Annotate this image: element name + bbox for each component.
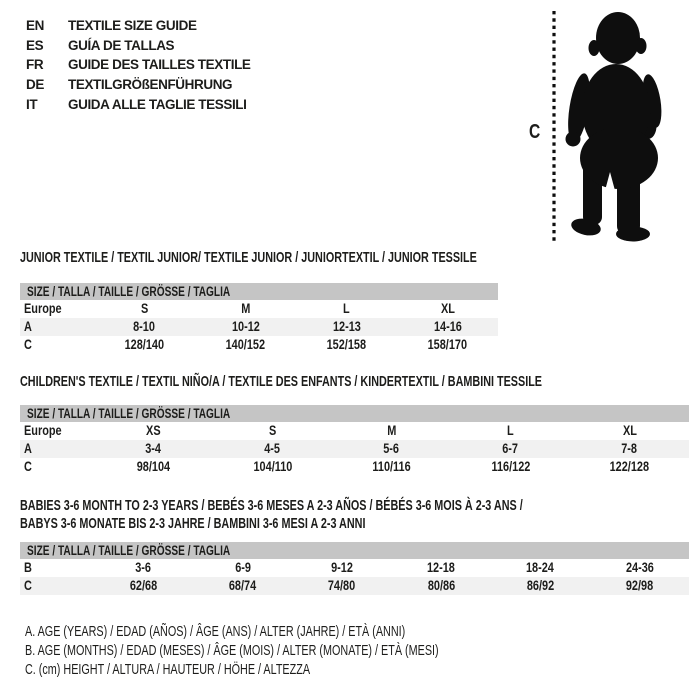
size-value-cell [94, 458, 213, 476]
size-value: L [343, 300, 350, 316]
size-header-label: SIZE / TALLA / TAILLE / GRÖSSE / TAGLIA [27, 543, 231, 558]
language-code: FR [26, 57, 44, 73]
size-value: 86/92 [526, 577, 554, 593]
language-title: GUIDE DES TAILLES TEXTILE [68, 57, 251, 73]
row-label-cell [20, 577, 94, 595]
row-label-text: C [24, 336, 32, 352]
size-value: 3-6 [135, 559, 152, 575]
size-value: 92/98 [625, 577, 654, 593]
size-value-cell [570, 440, 689, 458]
size-value-cell [570, 458, 689, 476]
language-row [26, 75, 251, 95]
size-value-cell [451, 422, 570, 440]
table-title: BABIES 3-6 MONTH TO 2-3 YEARS / BEBÉS 3-6 MESES A 2-3 AÑOS / BÉBÉS 3-6 MOIS À 2-3 ANS / [20, 497, 523, 514]
size-value: M [240, 300, 251, 316]
size-value: XL [440, 300, 455, 316]
size-value-cell [94, 300, 195, 318]
size-value: 6-9 [234, 559, 251, 575]
row-label-text: C [24, 577, 32, 593]
size-value: 24-36 [625, 559, 654, 575]
language-row [26, 55, 251, 75]
table-row [20, 318, 498, 336]
footnote-line: B. AGE (MONTHS) / EDAD (MESES) / ÂGE (MOIS) / ALTER (MONATE) / ETÀ (MESI) [25, 642, 439, 659]
size-header-label: SIZE / TALLA / TAILLE / GRÖSSE / TAGLIA [27, 406, 231, 421]
size-value-cell [491, 577, 590, 595]
size-value-cell [195, 300, 296, 318]
size-value: XS [146, 422, 161, 438]
size-value: 68/74 [229, 577, 257, 593]
size-value: M [386, 422, 397, 438]
size-value: 98/104 [136, 458, 171, 474]
size-header-label: SIZE / TALLA / TAILLE / GRÖSSE / TAGLIA [27, 284, 231, 299]
size-value: 8-10 [133, 318, 156, 334]
size-value-cell [570, 422, 689, 440]
size-value-cell [195, 336, 296, 354]
size-value-cell [94, 440, 213, 458]
size-value-cell [213, 422, 332, 440]
size-header-bar [20, 405, 689, 422]
row-label-text: Europe [24, 422, 62, 438]
table-row [20, 458, 689, 476]
size-header-bar [20, 283, 498, 300]
size-value-cell [292, 559, 391, 577]
row-label-cell [20, 336, 94, 354]
size-value: 158/170 [427, 336, 468, 352]
table-row [20, 300, 498, 318]
size-value-cell [292, 577, 391, 595]
row-label-text: C [24, 458, 32, 474]
size-value: 128/140 [124, 336, 165, 352]
size-value: 14-16 [433, 318, 462, 334]
table-title: BABYS 3-6 MONATE BIS 2-3 JAHRE / BAMBINI 3-6 MESI A 2-3 ANNI [20, 515, 366, 532]
size-value-cell [94, 318, 195, 336]
size-value-cell [397, 318, 498, 336]
language-title: GUÍA DE TALLAS [68, 37, 175, 53]
footnote-line: A. AGE (YEARS) / EDAD (AÑOS) / ÂGE (ANS) / ALTER (JAHRE) / ETÀ (ANNI) [25, 623, 406, 640]
size-value-cell [213, 440, 332, 458]
size-value: 9-12 [330, 559, 353, 575]
size-value: 140/152 [225, 336, 266, 352]
size-value-cell [296, 300, 397, 318]
row-label-text: Europe [24, 300, 62, 316]
size-value-cell [332, 440, 451, 458]
row-label-cell [20, 300, 94, 318]
size-value-cell [94, 422, 213, 440]
language-code: DE [26, 77, 44, 93]
size-value-cell [332, 458, 451, 476]
size-value: 10-12 [231, 318, 260, 334]
size-value: 6-7 [502, 440, 519, 456]
table-row [20, 422, 689, 440]
size-value: 3-4 [145, 440, 162, 456]
size-value: 18-24 [526, 559, 555, 575]
size-value: 5-6 [383, 440, 400, 456]
babies-textile-table [20, 497, 689, 595]
size-value-cell [193, 577, 292, 595]
size-value-cell [94, 577, 193, 595]
row-label-text: A [24, 440, 32, 456]
size-value-cell [590, 559, 689, 577]
toddler-silhouette-icon [562, 8, 662, 243]
size-value: 7-8 [621, 440, 638, 456]
size-value: 104/110 [253, 458, 292, 474]
size-value: 122/128 [609, 458, 650, 474]
size-value-cell [296, 318, 397, 336]
size-value-cell [195, 318, 296, 336]
table-row [20, 336, 498, 354]
size-value: 12-13 [332, 318, 361, 334]
row-label-cell [20, 440, 94, 458]
language-list [26, 16, 251, 114]
size-header-bar [20, 542, 689, 559]
size-value: 116/122 [491, 458, 530, 474]
table-title: CHILDREN'S TEXTILE / TEXTIL NIÑO/A / TEXTILE DES ENFANTS / KINDERTEXTIL / BAMBINI TESSILE [20, 373, 543, 390]
row-label-cell [20, 559, 94, 577]
size-value: 80/86 [427, 577, 455, 593]
size-value-cell [392, 577, 491, 595]
size-value-cell [392, 559, 491, 577]
size-value-cell [296, 336, 397, 354]
language-row [26, 16, 251, 36]
size-value: S [140, 300, 149, 316]
size-value: 62/68 [129, 577, 158, 593]
row-label-text: A [24, 318, 32, 334]
size-value: L [507, 422, 514, 438]
language-title: TEXTILE SIZE GUIDE [68, 18, 197, 34]
row-label-cell [20, 422, 94, 440]
table-row [20, 577, 689, 595]
size-value-cell [213, 458, 332, 476]
language-code: EN [26, 18, 44, 34]
childrens-textile-table [20, 374, 689, 476]
table-row [20, 559, 689, 577]
size-value-cell [491, 559, 590, 577]
height-measure-line [552, 11, 556, 243]
size-value-cell [397, 300, 498, 318]
size-value: XL [622, 422, 637, 438]
size-value-cell [94, 336, 195, 354]
language-row [26, 94, 251, 114]
size-value: 110/116 [372, 458, 411, 474]
table-title: JUNIOR TEXTILE / TEXTIL JUNIOR/ TEXTILE JUNIOR / JUNIORTEXTIL / JUNIOR TESSILE [20, 249, 477, 266]
footnote-line: C. (cm) HEIGHT / ALTURA / HAUTEUR / HÖHE / ALTEZZA [25, 661, 311, 678]
junior-textile-table [20, 250, 498, 354]
footnote-list [25, 622, 600, 679]
language-title: GUIDA ALLE TAGLIE TESSILI [68, 96, 247, 112]
size-value: 4-5 [264, 440, 281, 456]
size-value-cell [193, 559, 292, 577]
size-value-cell [94, 559, 193, 577]
language-code: IT [26, 96, 38, 112]
size-value-cell [397, 336, 498, 354]
table-row [20, 440, 689, 458]
language-title: TEXTILGRÖßENFÜHRUNG [68, 77, 233, 93]
row-label-cell [20, 458, 94, 476]
row-label-text: B [24, 559, 32, 575]
figure-height-label: C [529, 121, 541, 143]
size-value-cell [451, 440, 570, 458]
size-value: S [268, 422, 277, 438]
size-value: 12-18 [427, 559, 456, 575]
size-value-cell [332, 422, 451, 440]
size-value: 152/158 [326, 336, 367, 352]
row-label-cell [20, 318, 94, 336]
size-value: 74/80 [328, 577, 356, 593]
size-value-cell [590, 577, 689, 595]
size-value-cell [451, 458, 570, 476]
language-row [26, 36, 251, 56]
language-code: ES [26, 37, 44, 53]
